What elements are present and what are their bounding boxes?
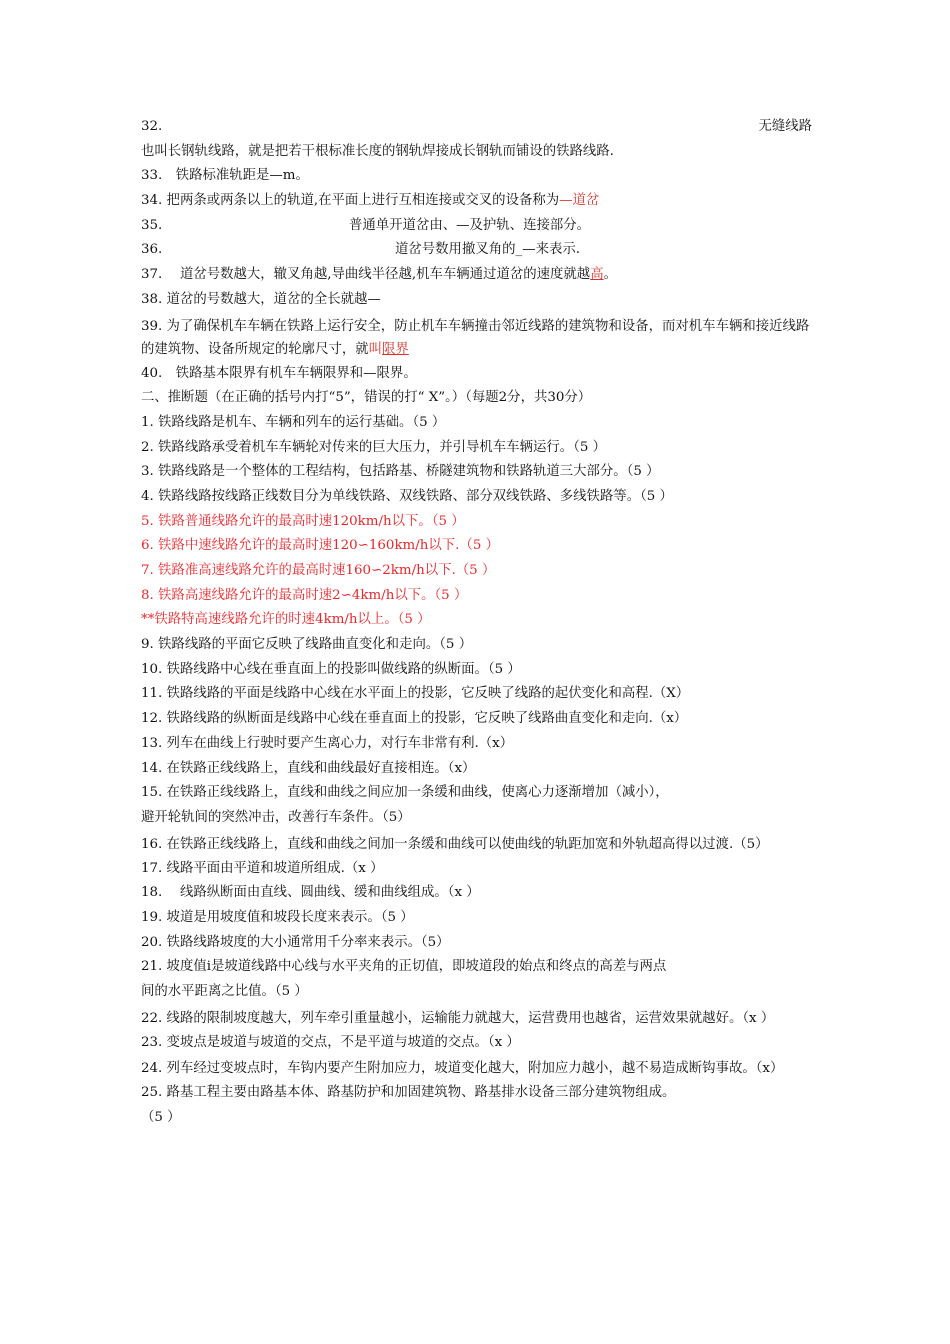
judge-item-12: 12. 铁路线路的纵断面是线路中心线在垂直面上的投影，它反映了线路曲直变化和走向.（x）	[141, 711, 688, 727]
judge-item-17: 17. 线路平面由平道和坡道所组成.（x ）	[141, 860, 384, 876]
question-37	[141, 265, 812, 285]
question-35-text: 普通单开道岔由、—及护轨、连接部分。	[349, 217, 591, 233]
judge-item-1: 1. 铁路线路是机车、车辆和列车的运行基础。（5 ）	[141, 414, 446, 430]
judge-item-25-line1: 25. 路基工程主要由路基本体、路基防护和加固建筑物、路基排水设备三部分建筑物组成。	[141, 1085, 676, 1101]
judge-item-19: 19. 坡道是用坡度值和坡段长度来表示。（5 ）	[141, 909, 414, 925]
judge-item-14: 14. 在铁路正线线路上，直线和曲线最好直接相连。（x）	[141, 760, 476, 776]
question-39-mid: 叫	[368, 341, 383, 357]
question-37-end: 。	[603, 267, 617, 283]
judge-item-21-line1: 21. 坡度值i是坡道线路中心线与水平夹角的正切值，即坡道段的始点和终点的高差与两点	[141, 959, 667, 975]
question-34	[141, 191, 812, 211]
question-39	[141, 315, 812, 361]
judge-item-3: 3. 铁路线路是一个整体的工程结构，包括路基、桥隧建筑物和铁路轨道三大部分。（5 ）	[141, 464, 660, 480]
judge-item-18: 18. 线路纵断面由直线、圆曲线、缓和曲线组成。（x ）	[141, 885, 480, 901]
judge-item-20: 20. 铁路线路坡度的大小通常用千分率来表示。（5）	[141, 934, 450, 950]
judge-item-8-extra: **铁路特高速线路允许的时速4km/h以上。（5 ）	[141, 612, 431, 628]
judge-item-2: 2. 铁路线路承受着机车车辆轮对传来的巨大压力，并引导机车车辆运行。（5 ）	[141, 439, 606, 455]
question-39-answer: 限界	[382, 341, 409, 357]
judge-item-9: 9. 铁路线路的平面它反映了线路曲直变化和走向。（5 ）	[141, 637, 473, 653]
judge-item-15-line2: 避开轮轨间的突然冲击，改善行车条件。（5）	[141, 809, 411, 825]
judge-item-10: 10. 铁路线路中心线在垂直面上的投影叫做线路的纵断面。（5 ）	[141, 661, 521, 677]
question-33: 33. 铁路标准轨距是—m。	[141, 168, 309, 184]
judge-item-8: 8. 铁路高速线路允许的最高时速2∽4km/h以下。（5 ）	[141, 587, 468, 603]
question-35-number: 35.	[141, 217, 163, 233]
question-34-text: 34. 把两条或两条以上的轨道,在平面上进行互相连接或交叉的设备称为	[141, 193, 560, 209]
judge-item-25-line2: （5 ）	[141, 1110, 181, 1126]
judge-item-11: 11. 铁路线路的平面是线路中心线在水平面上的投影，它反映了线路的起伏变化和高程.（X）	[141, 686, 690, 702]
judge-item-15-line1: 15. 在铁路正线线路上，直线和曲线之间应加一条缓和曲线，使离心力逐渐增加（减小），	[141, 785, 669, 801]
question-37-text: 37. 道岔号数越大，辙叉角越,导曲线半径越,机车车辆通过道岔的速度就越	[141, 267, 591, 283]
question-36-text: 道岔号数用撤叉角的_—来表示.	[395, 242, 581, 258]
judge-item-13: 13. 列车在曲线上行驶时要产生离心力，对行车非常有利.（x）	[141, 735, 514, 751]
question-38: 38. 道岔的号数越大，道岔的全长就越—	[141, 291, 381, 307]
judge-item-6: 6. 铁路中速线路允许的最高时速120∽160km/h以下.（5 ）	[141, 538, 499, 554]
judge-section-heading: 二、推断题（在正确的括号内打“5”，错误的打“ X”。）（每题2分，共30分）	[141, 390, 592, 406]
judge-item-4: 4. 铁路线路按线路正线数目分为单线铁路、双线铁路、部分双线铁路、多线铁路等。（5 ）	[141, 488, 673, 504]
question-32-text: 也叫长钢轨线路，就是把若干根标准长度的钢轨焊接成长钢轨而铺设的铁路线路.	[141, 143, 614, 159]
question-39-text: 39. 为了确保机车车辆在铁路上运行安全，防止机车车辆撞击邻近线路的建筑物和设备，而对机车车辆和接近线路的建筑物、设备所规定的轮廓尺寸，就	[141, 318, 810, 357]
judge-item-22: 22. 线路的限制坡度越大，列车牵引重量越小，运输能力就越大，运营费用也越省，运营效果就越好。（x ）	[141, 1010, 775, 1026]
document-body	[141, 117, 812, 1133]
judge-item-21-line2: 间的水平距离之比值。（5 ）	[141, 984, 308, 999]
question-35	[141, 216, 812, 236]
question-36-number: 36.	[141, 242, 163, 258]
question-32-line	[141, 117, 812, 137]
judge-item-16: 16. 在铁路正线线路上，直线和曲线之间加一条缓和曲线可以使曲线的轨距加宽和外轨超高得以过渡.（5）	[141, 836, 769, 852]
judge-item-7: 7. 铁路准高速线路允许的最高时速160∽2km/h以下.（5 ）	[141, 563, 496, 578]
question-36	[141, 240, 812, 260]
judge-item-24: 24. 列车经过变坡点时，车钩内要产生附加应力，坡道变化越大，附加应力越小，越不易造成断钩事故。（x）	[141, 1061, 784, 1077]
judge-item-5: 5. 铁路普通线路允许的最高时速120km/h以下。（5 ）	[141, 513, 465, 529]
question-40: 40. 铁路基本限界有机车车辆限界和—限界。	[141, 365, 417, 381]
question-37-answer: 高	[590, 267, 604, 283]
question-32-answer: 无缝线路	[758, 119, 812, 134]
judge-item-23: 23. 变坡点是坡道与坡道的交点，不是平道与坡道的交点。（x ）	[141, 1034, 520, 1050]
question-32-number: 32.	[141, 119, 163, 134]
question-34-answer: —道岔	[559, 193, 600, 209]
